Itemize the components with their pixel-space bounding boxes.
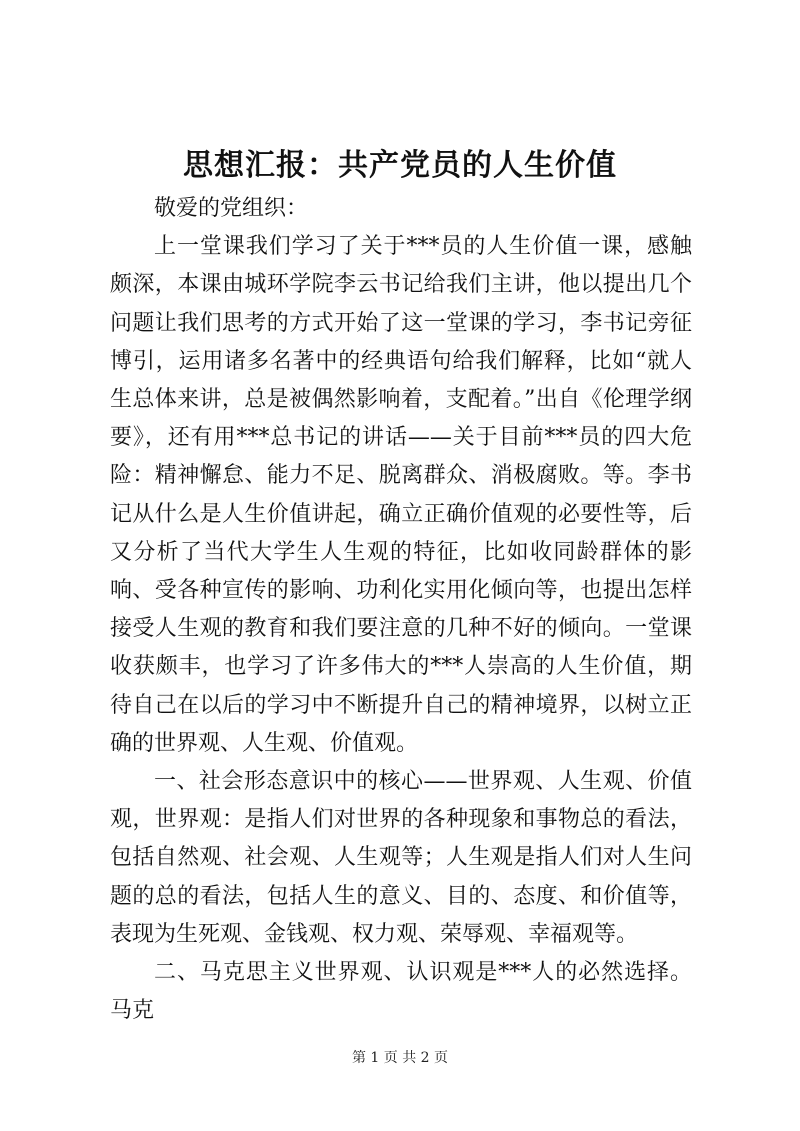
paragraph-3: 二、马克思主义世界观、认识观是***人的必然选择。马克 xyxy=(110,960,692,1024)
paragraph-1: 上一堂课我们学习了关于***员的人生价值一课，感触颇深，本课由城环学院李云书记给我们主讲，他以提出几个问题让我们思考的方式开始了这一堂课的学习，李书记旁征博引，运用诸多名著中的经典语句给我们解释，比如“就人生总体来讲，总是被偶然影响着，支配着。”出自《伦理学纲要》，还有用***总书记的讲话——关于目前***员的四大危险：精神懈怠、能力不足、脱离群众、消极腐败。等。李书记从什么是人生价值讲起，确立正确价值观的必要性等，后又分析了当代大学生人生观的特征，比如收同龄群体的影响、受各种宣传的影响、功利化实用化倾向等，也提出怎样接受人生观的教育和我们要注意的几种不好的倾向。一堂课收获颇丰，也学习了许多伟大的***人崇高的人生价值，期待自己在以后的学习中不断提升自己的精神境界，以树立正确的世界观、人生观、价值观。 xyxy=(110,234,692,756)
document-body xyxy=(110,190,692,1030)
greeting: 敬爱的党组织： xyxy=(154,196,309,221)
paragraph-2: 一、社会形态意识中的核心——世界观、人生观、价值观，世界观：是指人们对世界的各种现象和事物总的看法，包括自然观、社会观、人生观等；人生观是指人们对人生问题的总的看法，包括人生的意义、目的、态度、和价值等，表现为生死观、金钱观、权力观、荣辱观、幸福观等。 xyxy=(110,769,692,947)
document-title: 思想汇报：共产党员的人生价值 xyxy=(183,148,617,183)
page-footer: 第 1 页 共 2 页 xyxy=(351,1050,449,1066)
